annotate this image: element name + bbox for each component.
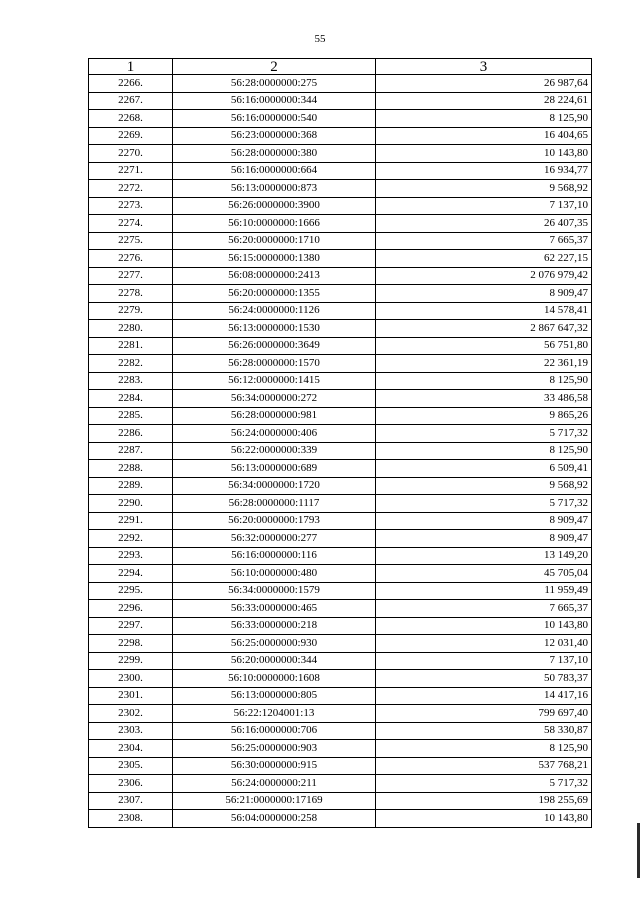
row-index-cell: 2296. bbox=[89, 600, 173, 618]
row-index-cell: 2267. bbox=[89, 92, 173, 110]
value-cell: 11 959,49 bbox=[376, 582, 592, 600]
table-row bbox=[89, 687, 592, 705]
table-row bbox=[89, 302, 592, 320]
value-cell: 8 125,90 bbox=[376, 110, 592, 128]
row-index-cell: 2289. bbox=[89, 477, 173, 495]
cadastral-number-cell: 56:13:0000000:1530 bbox=[173, 320, 376, 338]
row-index-cell: 2277. bbox=[89, 267, 173, 285]
cadastral-number-cell: 56:13:0000000:873 bbox=[173, 180, 376, 198]
table-row bbox=[89, 110, 592, 128]
table-row bbox=[89, 75, 592, 93]
row-index-cell: 2294. bbox=[89, 565, 173, 583]
row-index-cell: 2268. bbox=[89, 110, 173, 128]
table-row bbox=[89, 477, 592, 495]
table-row bbox=[89, 267, 592, 285]
cadastral-number-cell: 56:15:0000000:1380 bbox=[173, 250, 376, 268]
value-cell: 8 909,47 bbox=[376, 285, 592, 303]
row-index-cell: 2278. bbox=[89, 285, 173, 303]
value-cell: 8 909,47 bbox=[376, 530, 592, 548]
cadastral-number-cell: 56:13:0000000:805 bbox=[173, 687, 376, 705]
row-index-cell: 2281. bbox=[89, 337, 173, 355]
row-index-cell: 2279. bbox=[89, 302, 173, 320]
row-index-cell: 2298. bbox=[89, 635, 173, 653]
cadastral-number-cell: 56:04:0000000:258 bbox=[173, 810, 376, 828]
table-header-row bbox=[89, 59, 592, 75]
value-cell: 8 909,47 bbox=[376, 512, 592, 530]
table-row bbox=[89, 512, 592, 530]
row-index-cell: 2288. bbox=[89, 460, 173, 478]
cadastral-number-cell: 56:28:0000000:981 bbox=[173, 407, 376, 425]
cadastral-number-cell: 56:25:0000000:903 bbox=[173, 740, 376, 758]
value-cell: 22 361,19 bbox=[376, 355, 592, 373]
row-index-cell: 2305. bbox=[89, 757, 173, 775]
table-row bbox=[89, 547, 592, 565]
table-row bbox=[89, 250, 592, 268]
row-index-cell: 2307. bbox=[89, 792, 173, 810]
cadastral-number-cell: 56:28:0000000:380 bbox=[173, 145, 376, 163]
table-row bbox=[89, 530, 592, 548]
cadastral-number-cell: 56:16:0000000:706 bbox=[173, 722, 376, 740]
cadastral-number-cell: 56:10:0000000:480 bbox=[173, 565, 376, 583]
cadastral-number-cell: 56:24:0000000:1126 bbox=[173, 302, 376, 320]
table-row bbox=[89, 127, 592, 145]
row-index-cell: 2295. bbox=[89, 582, 173, 600]
row-index-cell: 2285. bbox=[89, 407, 173, 425]
row-index-cell: 2283. bbox=[89, 372, 173, 390]
table-row bbox=[89, 285, 592, 303]
cadastral-number-cell: 56:34:0000000:1579 bbox=[173, 582, 376, 600]
page-number: 55 bbox=[314, 33, 326, 45]
cadastral-number-cell: 56:20:0000000:1355 bbox=[173, 285, 376, 303]
table-row bbox=[89, 197, 592, 215]
value-cell: 14 578,41 bbox=[376, 302, 592, 320]
table-row bbox=[89, 215, 592, 233]
cadastral-number-cell: 56:28:0000000:1570 bbox=[173, 355, 376, 373]
row-index-cell: 2301. bbox=[89, 687, 173, 705]
cadastral-number-cell: 56:22:0000000:339 bbox=[173, 442, 376, 460]
value-cell: 537 768,21 bbox=[376, 757, 592, 775]
value-cell: 16 404,65 bbox=[376, 127, 592, 145]
table-row bbox=[89, 232, 592, 250]
table-row bbox=[89, 372, 592, 390]
value-cell: 2 867 647,32 bbox=[376, 320, 592, 338]
row-index-cell: 2300. bbox=[89, 670, 173, 688]
value-cell: 5 717,32 bbox=[376, 425, 592, 443]
table-row bbox=[89, 460, 592, 478]
value-cell: 26 407,35 bbox=[376, 215, 592, 233]
row-index-cell: 2275. bbox=[89, 232, 173, 250]
value-cell: 7 137,10 bbox=[376, 197, 592, 215]
value-cell: 8 125,90 bbox=[376, 372, 592, 390]
value-cell: 9 865,26 bbox=[376, 407, 592, 425]
value-cell: 33 486,58 bbox=[376, 390, 592, 408]
cadastral-number-cell: 56:08:0000000:2413 bbox=[173, 267, 376, 285]
table-row bbox=[89, 757, 592, 775]
cadastral-number-cell: 56:33:0000000:465 bbox=[173, 600, 376, 618]
cadastral-number-cell: 56:34:0000000:1720 bbox=[173, 477, 376, 495]
table-row bbox=[89, 355, 592, 373]
value-cell: 2 076 979,42 bbox=[376, 267, 592, 285]
cadastral-number-cell: 56:26:0000000:3649 bbox=[173, 337, 376, 355]
value-cell: 799 697,40 bbox=[376, 705, 592, 723]
row-index-cell: 2266. bbox=[89, 75, 173, 93]
row-index-cell: 2299. bbox=[89, 652, 173, 670]
row-index-cell: 2297. bbox=[89, 617, 173, 635]
row-index-cell: 2292. bbox=[89, 530, 173, 548]
table-row bbox=[89, 705, 592, 723]
table-row bbox=[89, 162, 592, 180]
table-body bbox=[89, 75, 592, 828]
table-row bbox=[89, 617, 592, 635]
column-header-cadastral-number: 2 bbox=[173, 59, 376, 75]
table-row bbox=[89, 810, 592, 828]
table-row bbox=[89, 495, 592, 513]
row-index-cell: 2302. bbox=[89, 705, 173, 723]
cadastral-number-cell: 56:20:0000000:1793 bbox=[173, 512, 376, 530]
row-index-cell: 2274. bbox=[89, 215, 173, 233]
value-cell: 14 417,16 bbox=[376, 687, 592, 705]
value-cell: 28 224,61 bbox=[376, 92, 592, 110]
cadastral-number-cell: 56:28:0000000:1117 bbox=[173, 495, 376, 513]
cadastral-number-cell: 56:28:0000000:275 bbox=[173, 75, 376, 93]
cadastral-number-cell: 56:16:0000000:344 bbox=[173, 92, 376, 110]
cadastral-number-cell: 56:12:0000000:1415 bbox=[173, 372, 376, 390]
table-row bbox=[89, 600, 592, 618]
value-cell: 26 987,64 bbox=[376, 75, 592, 93]
value-cell: 198 255,69 bbox=[376, 792, 592, 810]
cadastral-number-cell: 56:10:0000000:1666 bbox=[173, 215, 376, 233]
cadastral-number-cell: 56:22:1204001:13 bbox=[173, 705, 376, 723]
value-cell: 58 330,87 bbox=[376, 722, 592, 740]
value-cell: 10 143,80 bbox=[376, 617, 592, 635]
row-index-cell: 2273. bbox=[89, 197, 173, 215]
table-row bbox=[89, 180, 592, 198]
cadastral-number-cell: 56:13:0000000:689 bbox=[173, 460, 376, 478]
value-cell: 62 227,15 bbox=[376, 250, 592, 268]
cadastral-number-cell: 56:30:0000000:915 bbox=[173, 757, 376, 775]
cadastral-number-cell: 56:16:0000000:540 bbox=[173, 110, 376, 128]
row-index-cell: 2304. bbox=[89, 740, 173, 758]
table-row bbox=[89, 337, 592, 355]
cadastral-number-cell: 56:23:0000000:368 bbox=[173, 127, 376, 145]
value-cell: 9 568,92 bbox=[376, 477, 592, 495]
column-header-value: 3 bbox=[376, 59, 592, 75]
value-cell: 56 751,80 bbox=[376, 337, 592, 355]
value-cell: 5 717,32 bbox=[376, 495, 592, 513]
table-row bbox=[89, 442, 592, 460]
row-index-cell: 2269. bbox=[89, 127, 173, 145]
cadastral-number-cell: 56:26:0000000:3900 bbox=[173, 197, 376, 215]
cadastral-number-cell: 56:20:0000000:344 bbox=[173, 652, 376, 670]
cadastral-number-cell: 56:20:0000000:1710 bbox=[173, 232, 376, 250]
cadastral-number-cell: 56:33:0000000:218 bbox=[173, 617, 376, 635]
table-row bbox=[89, 670, 592, 688]
row-index-cell: 2271. bbox=[89, 162, 173, 180]
row-index-cell: 2272. bbox=[89, 180, 173, 198]
cadastral-number-cell: 56:24:0000000:211 bbox=[173, 775, 376, 793]
row-index-cell: 2287. bbox=[89, 442, 173, 460]
registry-table bbox=[88, 58, 592, 828]
cadastral-number-cell: 56:34:0000000:272 bbox=[173, 390, 376, 408]
cadastral-number-cell: 56:10:0000000:1608 bbox=[173, 670, 376, 688]
value-cell: 10 143,80 bbox=[376, 810, 592, 828]
value-cell: 6 509,41 bbox=[376, 460, 592, 478]
value-cell: 12 031,40 bbox=[376, 635, 592, 653]
cadastral-number-cell: 56:25:0000000:930 bbox=[173, 635, 376, 653]
table-row bbox=[89, 775, 592, 793]
row-index-cell: 2276. bbox=[89, 250, 173, 268]
value-cell: 13 149,20 bbox=[376, 547, 592, 565]
table-row bbox=[89, 722, 592, 740]
value-cell: 16 934,77 bbox=[376, 162, 592, 180]
table-row bbox=[89, 390, 592, 408]
cadastral-number-cell: 56:16:0000000:116 bbox=[173, 547, 376, 565]
table-row bbox=[89, 92, 592, 110]
value-cell: 7 665,37 bbox=[376, 232, 592, 250]
value-cell: 5 717,32 bbox=[376, 775, 592, 793]
table-row bbox=[89, 320, 592, 338]
cadastral-number-cell: 56:32:0000000:277 bbox=[173, 530, 376, 548]
value-cell: 8 125,90 bbox=[376, 442, 592, 460]
value-cell: 9 568,92 bbox=[376, 180, 592, 198]
table-row bbox=[89, 652, 592, 670]
row-index-cell: 2290. bbox=[89, 495, 173, 513]
value-cell: 45 705,04 bbox=[376, 565, 592, 583]
cadastral-number-cell: 56:21:0000000:17169 bbox=[173, 792, 376, 810]
column-header-index: 1 bbox=[89, 59, 173, 75]
row-index-cell: 2291. bbox=[89, 512, 173, 530]
table-row bbox=[89, 582, 592, 600]
table-row bbox=[89, 792, 592, 810]
table-row bbox=[89, 425, 592, 443]
row-index-cell: 2280. bbox=[89, 320, 173, 338]
table-row bbox=[89, 740, 592, 758]
row-index-cell: 2293. bbox=[89, 547, 173, 565]
value-cell: 10 143,80 bbox=[376, 145, 592, 163]
value-cell: 8 125,90 bbox=[376, 740, 592, 758]
cadastral-number-cell: 56:16:0000000:664 bbox=[173, 162, 376, 180]
value-cell: 50 783,37 bbox=[376, 670, 592, 688]
row-index-cell: 2308. bbox=[89, 810, 173, 828]
row-index-cell: 2270. bbox=[89, 145, 173, 163]
row-index-cell: 2306. bbox=[89, 775, 173, 793]
table-row bbox=[89, 635, 592, 653]
value-cell: 7 665,37 bbox=[376, 600, 592, 618]
row-index-cell: 2286. bbox=[89, 425, 173, 443]
row-index-cell: 2282. bbox=[89, 355, 173, 373]
row-index-cell: 2303. bbox=[89, 722, 173, 740]
cadastral-number-cell: 56:24:0000000:406 bbox=[173, 425, 376, 443]
table-row bbox=[89, 565, 592, 583]
row-index-cell: 2284. bbox=[89, 390, 173, 408]
table-row bbox=[89, 145, 592, 163]
table-row bbox=[89, 407, 592, 425]
value-cell: 7 137,10 bbox=[376, 652, 592, 670]
